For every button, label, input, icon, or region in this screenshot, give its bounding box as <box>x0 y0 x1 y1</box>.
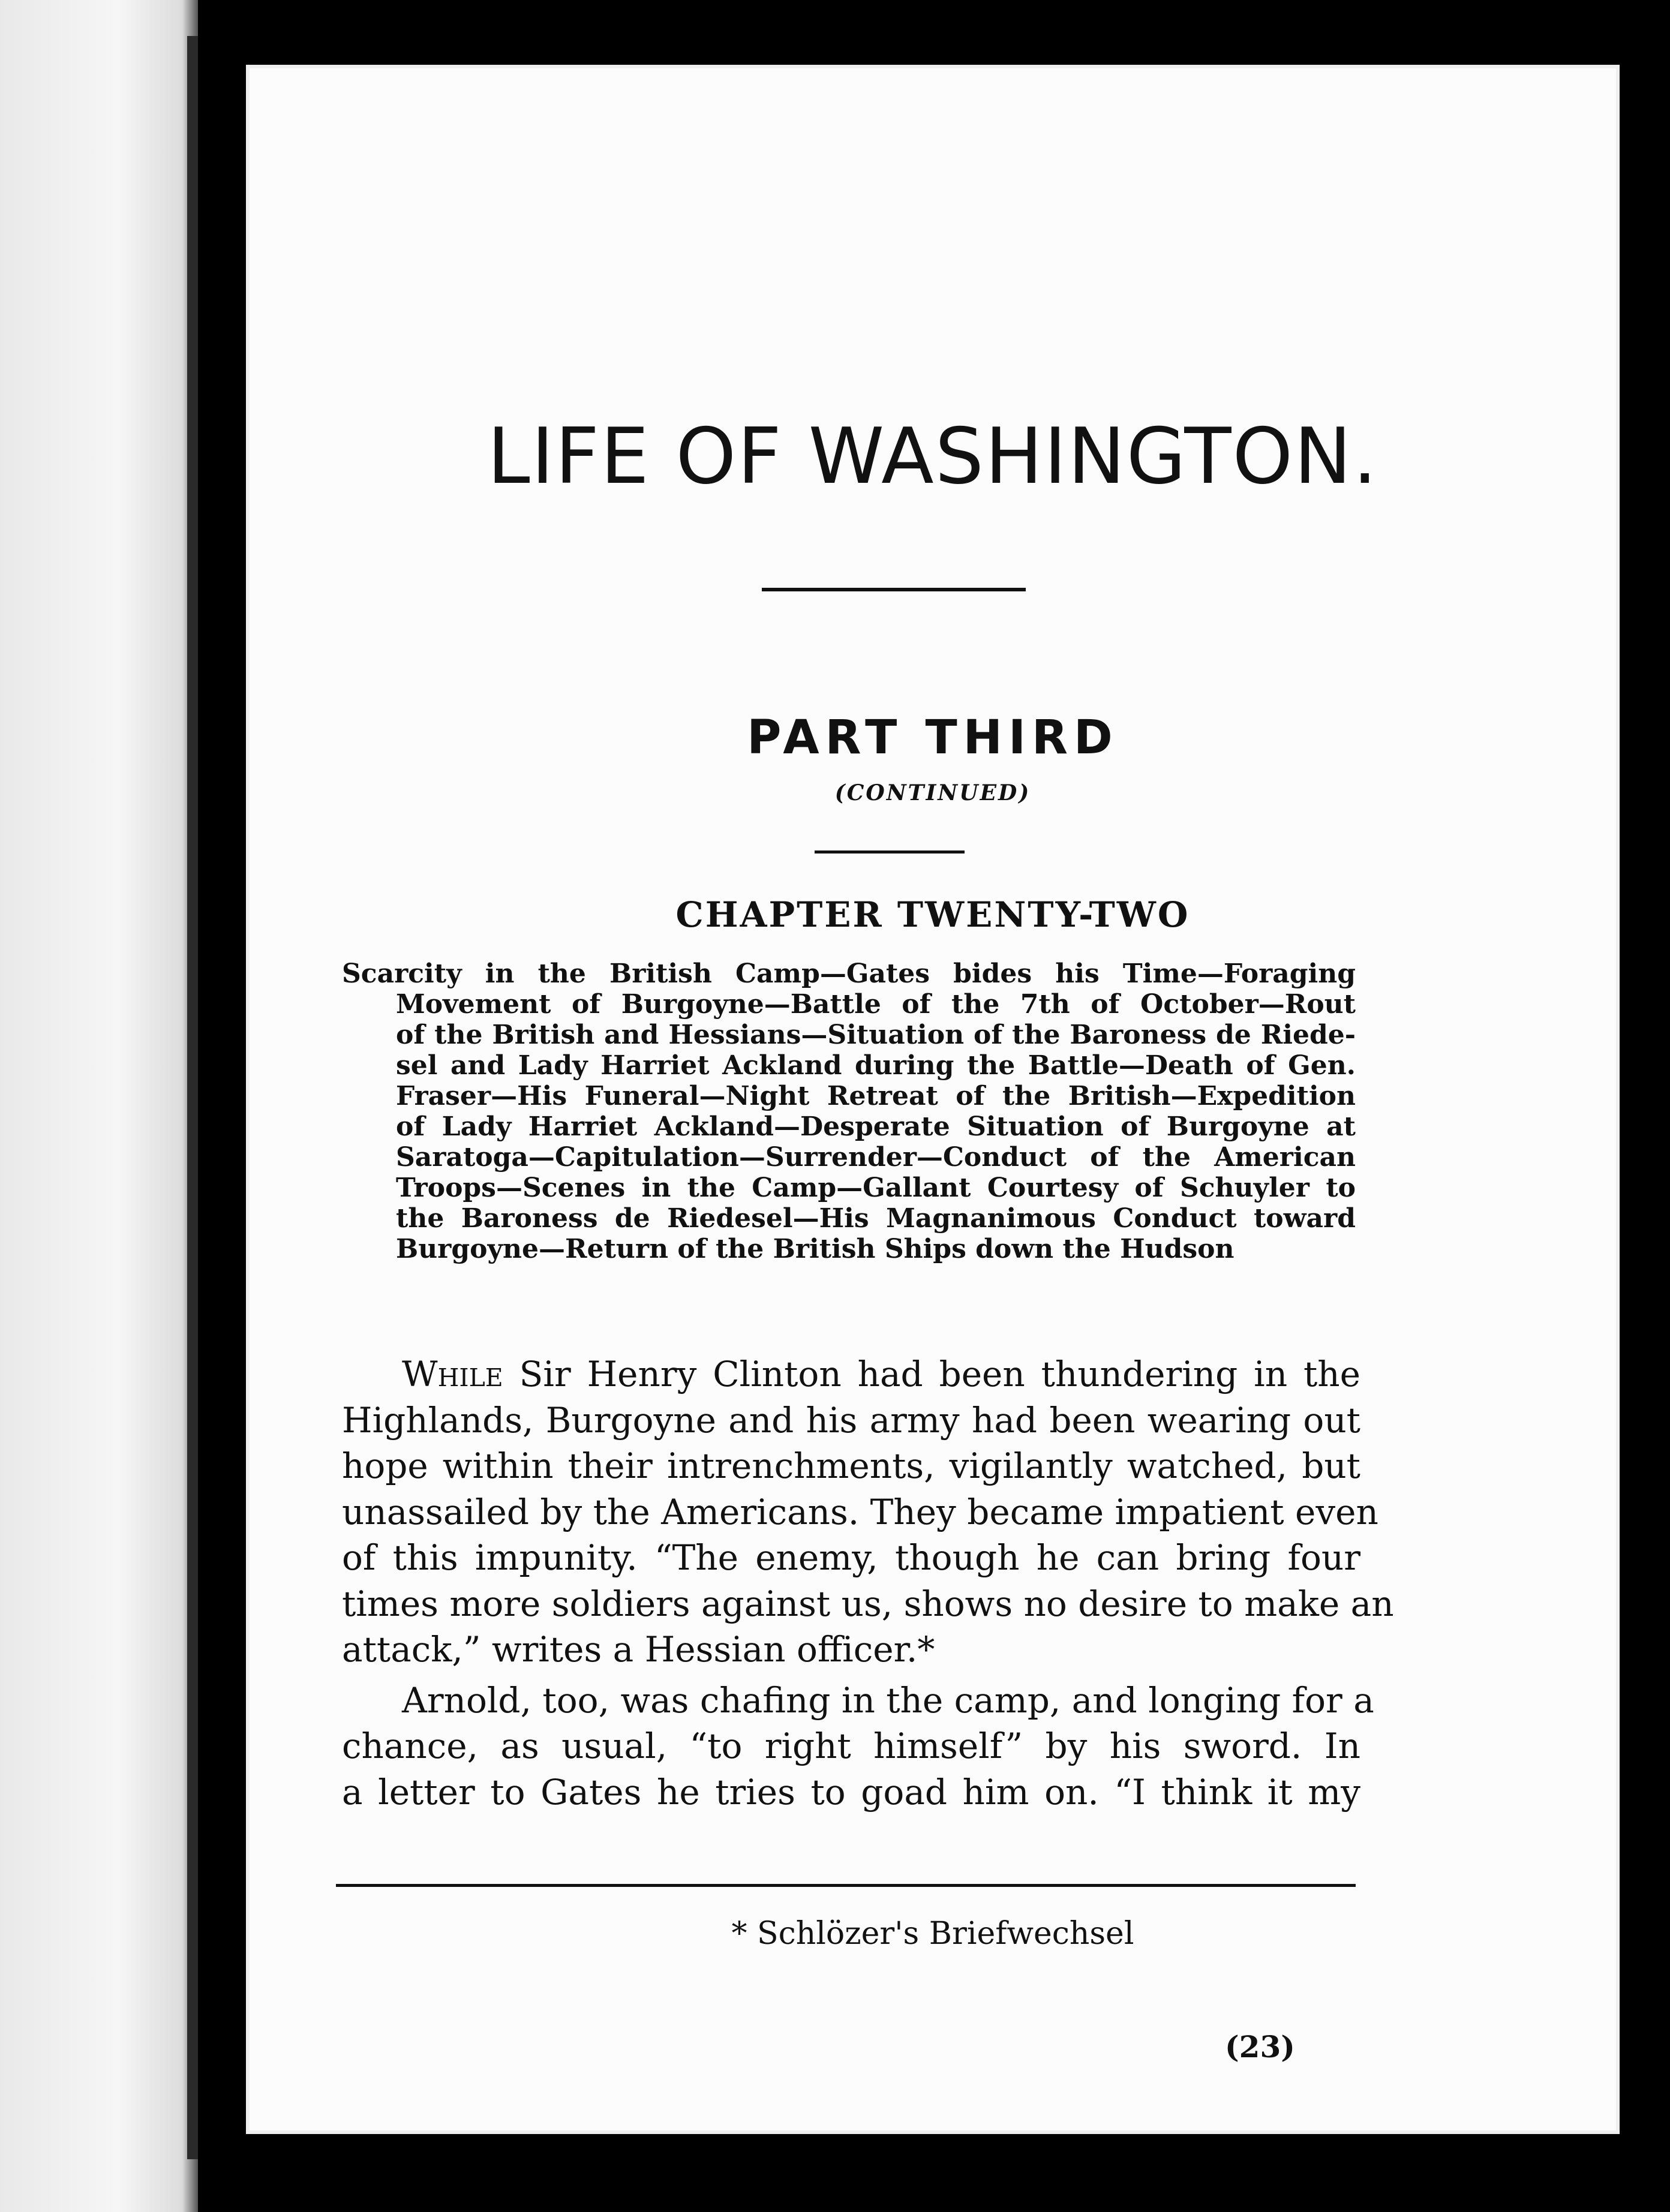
part-subtitle: (CONTINUED) <box>834 780 1031 806</box>
synopsis-line: Fraser—His Funeral—Night Retreat of the British—Expedition <box>396 1081 1356 1111</box>
body-line: attack,” writes a Hessian officer.* <box>342 1629 935 1670</box>
page-number: (23) <box>1225 2029 1295 2064</box>
footnote-rule <box>336 1884 1356 1887</box>
body-line <box>342 1351 1360 1397</box>
synopsis-line: Movement of Burgoyne—Battle of the 7th of October—Rout <box>396 989 1356 1020</box>
body-text <box>342 1351 1394 1815</box>
paragraph-gap <box>342 1673 1360 1678</box>
body-line: chance, as usual, “to right himself” by his sword. In <box>342 1726 1360 1766</box>
book-spine-shadow <box>187 36 198 2159</box>
synopsis-line: Burgoyne—Return of the British Ships down the Hudson <box>396 1234 1235 1264</box>
drop-word: While <box>402 1354 503 1394</box>
footnote: * Schlözer's Briefwechsel <box>731 1916 1134 1952</box>
synopsis-line: of Lady Harriet Ackland—Desperate Situation of Burgoyne at <box>396 1111 1356 1142</box>
body-line: Highlands, Burgoyne and his army had been wearing out <box>342 1399 1360 1441</box>
title-rule <box>762 588 1026 591</box>
body-line: of this impunity. “The enemy, though he can bring four <box>342 1537 1360 1578</box>
body-line: hope within their intrenchments, vigilantly watched, but <box>342 1445 1360 1486</box>
part-title: PART THIRD <box>747 711 1119 765</box>
body-line: times more soldiers against us, shows no desire to make an <box>342 1583 1394 1624</box>
synopsis-line: Scarcity in the British Camp—Gates bides his Time—Foraging <box>342 958 1356 989</box>
facing-page-edge <box>0 0 198 2212</box>
synopsis-line: sel and Lady Harriet Ackland during the Battle—Death of Gen. <box>396 1050 1356 1081</box>
book-title: LIFE OF WASHINGTON. <box>487 412 1378 501</box>
synopsis-line: of the British and Hessians—Situation of the Baroness de Riede- <box>396 1020 1356 1050</box>
body-line-text: Sir Henry Clinton had been thundering in the <box>503 1354 1360 1394</box>
body-line: a letter to Gates he tries to goad him on. “I think it my <box>342 1771 1360 1813</box>
chapter-synopsis <box>342 958 1356 1264</box>
synopsis-line: Troops—Scenes in the Camp—Gallant Courtesy of Schuyler to <box>396 1173 1356 1203</box>
synopsis-line: Saratoga—Capitulation—Surrender—Conduct of the American <box>396 1142 1356 1173</box>
body-line: Arnold, too, was chafing in the camp, and longing for a <box>402 1679 1374 1721</box>
body-line: unassailed by the Americans. They became impatient even <box>342 1491 1378 1532</box>
synopsis-line: the Baroness de Riedesel—His Magnanimous Conduct toward <box>396 1203 1356 1234</box>
chapter-title: CHAPTER TWENTY-TWO <box>675 894 1190 935</box>
part-rule <box>815 850 965 853</box>
book-page <box>246 65 1620 2134</box>
